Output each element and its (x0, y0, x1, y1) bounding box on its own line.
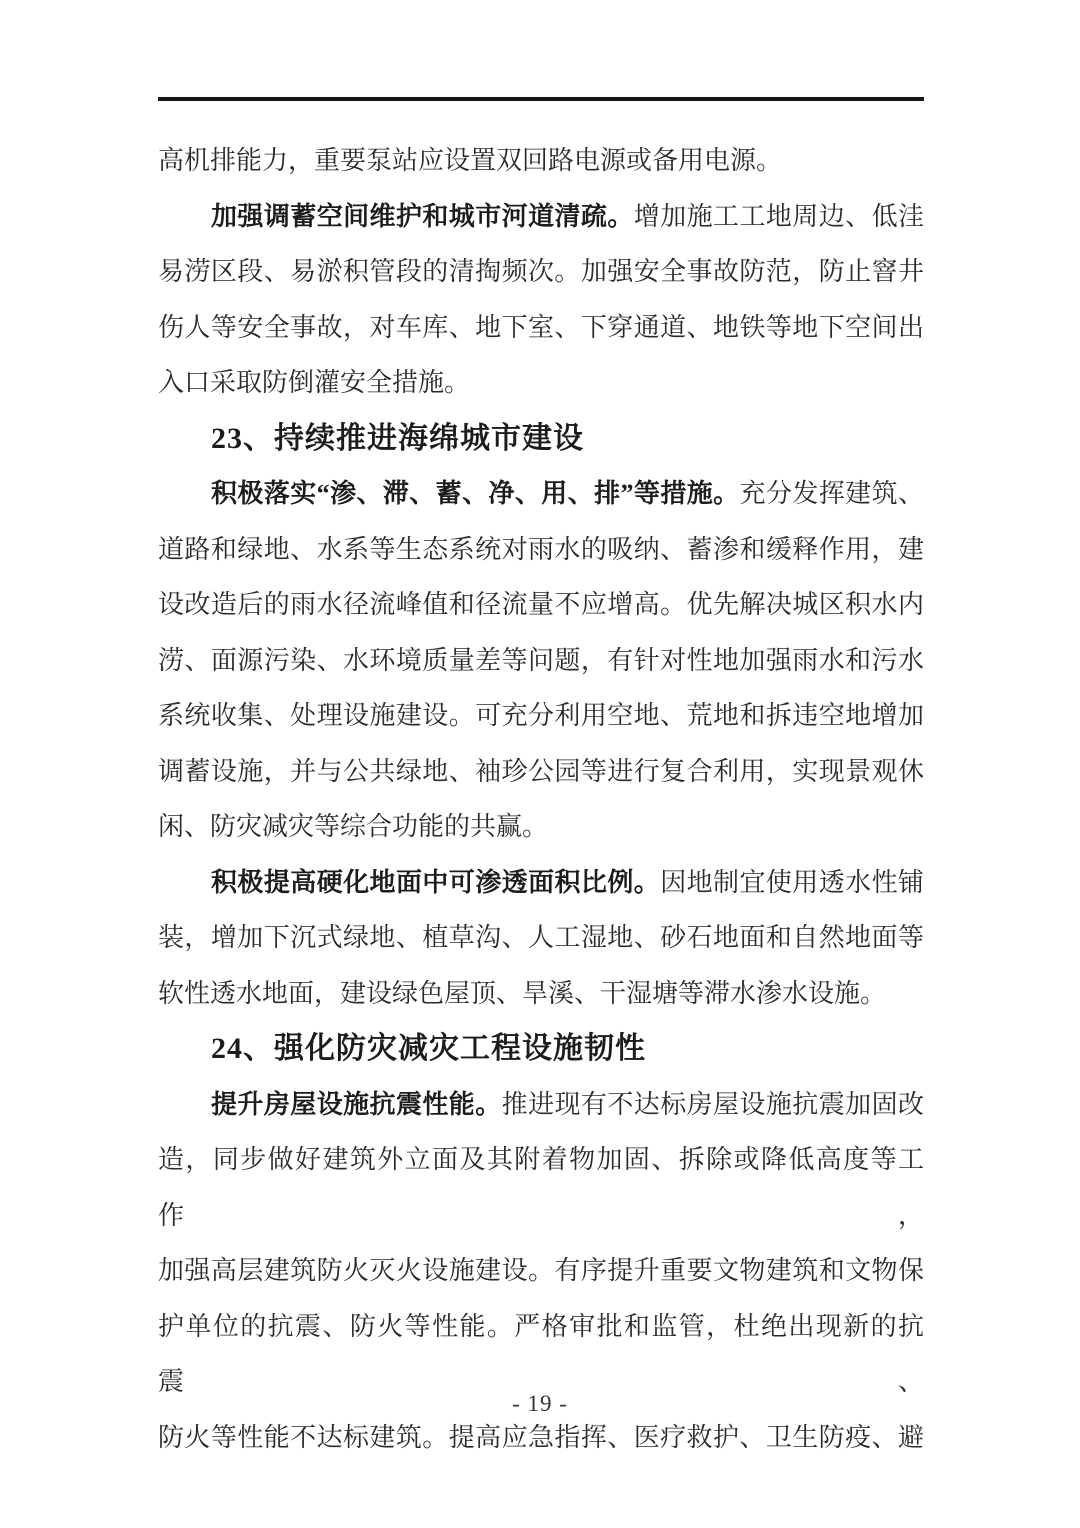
text-line (158, 577, 924, 633)
text-line (158, 799, 924, 855)
text-line (158, 522, 924, 578)
text-segment: 闲、防灾减灾等综合功能的共赢。 (158, 812, 549, 841)
text-line (158, 1243, 924, 1299)
text-line (158, 355, 924, 411)
document-body (158, 133, 924, 1465)
text-line (158, 466, 924, 522)
text-line (158, 133, 924, 189)
text-segment: 道路和绿地、水系等生态系统对雨水的吸纳、蓄渗和缓释作用，建 (158, 534, 924, 564)
emphasis-text-segment: 24、强化防灾减灾工程设施韧性 (211, 1032, 646, 1065)
text-segment: 推进现有不达标房屋设施抗震加固改 (501, 1089, 924, 1119)
text-line (158, 189, 924, 245)
text-segment: 易涝区段、易淤积管段的清掏频次。加强安全事故防范，防止窨井 (158, 257, 924, 286)
text-segment: 调蓄设施，并与公共绿地、袖珍公园等进行复合利用，实现景观休 (158, 756, 924, 786)
text-segment: 增加施工工地周边、低洼 (633, 201, 924, 231)
text-segment: 伤人等安全事故，对车库、地下室、下穿通道、地铁等地下空间出 (158, 312, 924, 342)
emphasis-text-segment: 加强调蓄空间维护和城市河道清疏。 (211, 201, 634, 231)
text-segment: 系统收集、处理设施建设。可充分利用空地、荒地和拆违空地增加 (158, 701, 924, 730)
emphasis-text-segment: 提升房屋设施抗震性能。 (211, 1089, 502, 1119)
text-segment: 入口采取防倒灌安全措施。 (158, 368, 471, 397)
text-line (158, 633, 924, 689)
text-segment: 软性透水地面，建设绿色屋顶、旱溪、干湿塘等滞水渗水设施。 (158, 978, 887, 1008)
text-segment: 高机排能力，重要泵站应设置双回路电源或备用电源。 (158, 146, 783, 175)
text-segment: 因地制宜使用透水性铺 (660, 867, 924, 897)
text-segment: 加强高层建筑防火灭火设施建设。有序提升重要文物建筑和文物保 (158, 1256, 924, 1285)
page-number: - 19 - (512, 1391, 568, 1416)
section-heading (158, 1021, 924, 1077)
text-segment: 设改造后的雨水径流峰值和径流量不应增高。优先解决城区积水内 (158, 590, 924, 619)
text-line (158, 1410, 924, 1466)
text-line (158, 300, 924, 356)
header-rule (158, 97, 924, 101)
text-line (158, 688, 924, 744)
text-segment: 造，同步做好建筑外立面及其附着物加固、拆除或降低高度等工作， (158, 1145, 924, 1230)
section-heading (158, 411, 924, 467)
text-line (158, 744, 924, 800)
text-segment: 装，增加下沉式绿地、植草沟、人工湿地、砂石地面和自然地面等 (158, 923, 924, 952)
text-line (158, 910, 924, 966)
text-segment: 涝、面源污染、水环境质量差等问题，有针对性地加强雨水和污水 (158, 645, 924, 675)
emphasis-text-segment: 积极提高硬化地面中可渗透面积比例。 (211, 867, 661, 897)
emphasis-text-segment: 23、持续推进海绵城市建设 (211, 421, 584, 455)
text-line (158, 855, 924, 911)
text-segment: 防火等性能不达标建筑。提高应急指挥、医疗救护、卫生防疫、避 (158, 1422, 924, 1452)
emphasis-text-segment: 积极落实“渗、滞、蓄、净、用、排”等措施。 (211, 479, 740, 508)
text-line (158, 1132, 924, 1243)
text-line (158, 244, 924, 300)
text-segment: 护单位的抗震、防火等性能。严格审批和监管，杜绝出现新的抗震、 (158, 1311, 924, 1396)
text-line (158, 1077, 924, 1133)
text-segment: 充分发挥建筑、 (739, 479, 924, 508)
text-line (158, 966, 924, 1022)
